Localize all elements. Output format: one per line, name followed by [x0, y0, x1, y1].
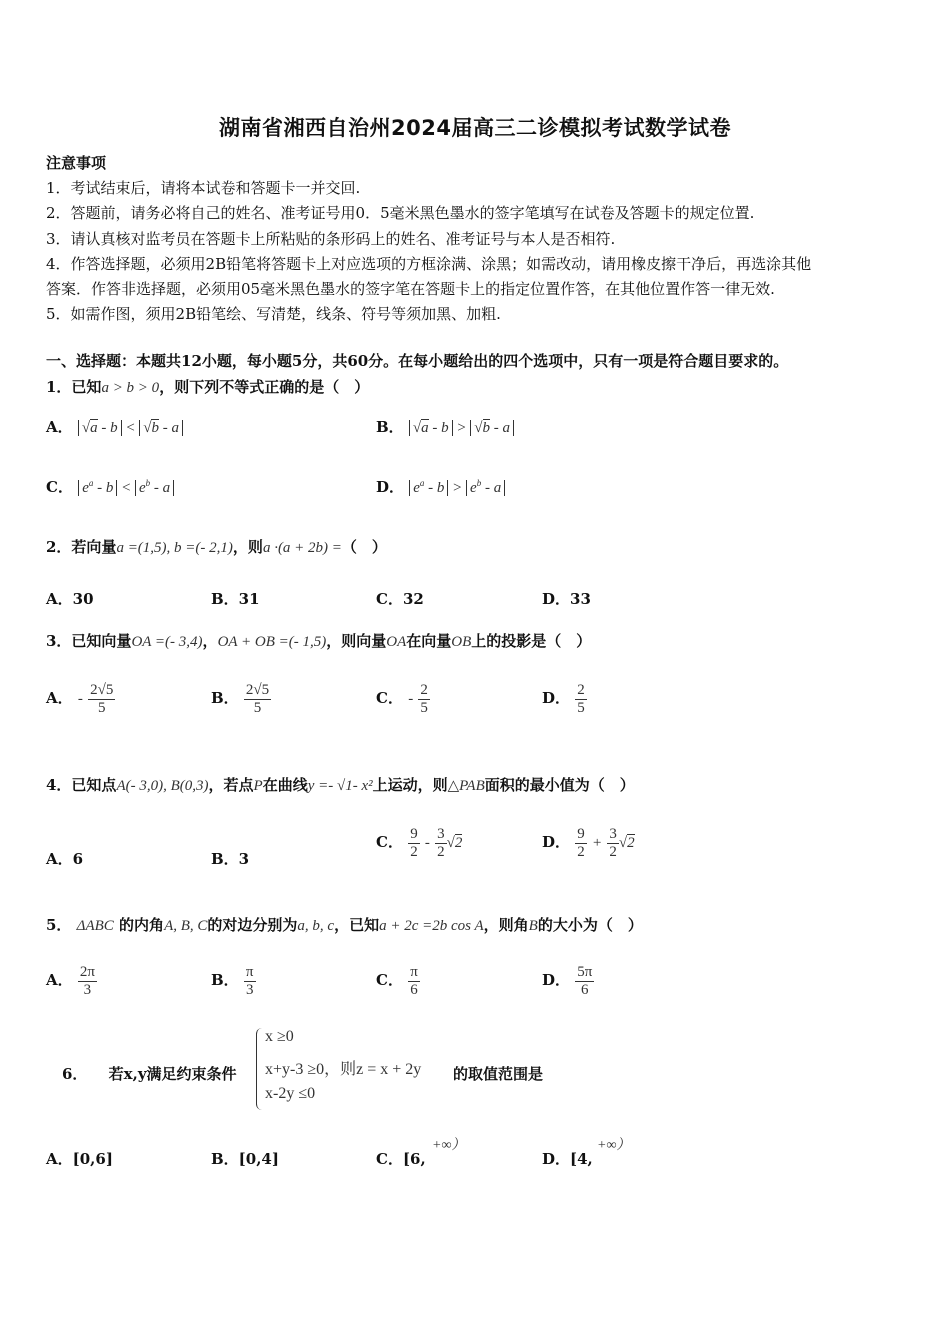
- option-label: B．: [211, 971, 239, 989]
- note-item: 4．作答选择题，必须用2B铅笔将答题卡上对应选项的方框涂满、涂黑；如需改动，请用橡皮擦干净后，再选涂其他: [46, 255, 812, 273]
- q1-suffix: ，则下列不等式正确的是（ ）: [159, 378, 370, 396]
- constraint-2: x+y-3 ≥0，则z = x + 2y: [265, 1061, 422, 1078]
- q4-mid-1: ，若点: [208, 776, 254, 794]
- math-expr: √a - b < √b - a: [78, 420, 183, 436]
- note-item: 3．请认真核对监考员在答题卡上所粘贴的条形码上的姓名、准考证号与本人是否相符.: [46, 230, 616, 248]
- option-label: D．: [376, 478, 405, 496]
- q3-ob: OB: [451, 634, 472, 650]
- q5-text-1: 的内角: [119, 916, 165, 934]
- option-label: C．: [376, 689, 403, 707]
- q4-option-c[interactable]: C． $\frac{9}{2}$ - $\frac{3}{2}$ √2: [376, 826, 463, 860]
- q5-option-a[interactable]: [46, 964, 97, 998]
- q4-mid-2: 在曲线: [262, 776, 308, 794]
- option-label: D．: [542, 689, 571, 707]
- q3-vector-2: OA + OB =(- 1,5): [217, 634, 327, 650]
- q1-option-c[interactable]: [46, 476, 174, 497]
- q4-points: A(- 3,0), B(0,3): [116, 778, 209, 794]
- q5-text-3: ，已知: [334, 916, 380, 934]
- q4-mid-3: 上运动，则: [372, 776, 448, 794]
- q3-oa: OA: [386, 634, 407, 650]
- q5-text-5: 的大小为（ ）: [537, 916, 643, 934]
- q3-prefix: 3．已知向量: [46, 632, 132, 650]
- q4-prefix: 4．已知点: [46, 776, 117, 794]
- q1-condition: a > b > 0: [101, 380, 160, 396]
- q3-option-b[interactable]: [211, 682, 271, 716]
- q4-option-d[interactable]: D． $\frac{9}{2}$ + $\frac{3}{2}$ √2: [542, 826, 635, 860]
- q3-option-d[interactable]: [542, 682, 587, 716]
- q2-expression: a ·(a + 2b) =: [262, 540, 342, 556]
- q6-number: 6．: [62, 1065, 88, 1083]
- q2-option-a[interactable]: A．30: [46, 590, 94, 608]
- q6-option-d-infinity: +∞）: [597, 1138, 631, 1153]
- q5-angles: A, B, C: [164, 918, 208, 934]
- q1-option-d[interactable]: [376, 476, 505, 497]
- q2-suffix: （ ）: [341, 538, 387, 556]
- option-label: C．: [376, 833, 403, 851]
- q5-option-d[interactable]: [542, 964, 594, 998]
- q5-option-b[interactable]: [211, 964, 256, 998]
- q2-prefix: 2．若向量: [46, 538, 117, 556]
- option-label: D．: [542, 833, 571, 851]
- option-label: A．: [46, 971, 73, 989]
- fraction: $\frac{2√5}{5}$: [90, 682, 114, 716]
- q5-text-4: ，则角: [483, 916, 529, 934]
- fraction: $\frac{3}{2}$: [437, 826, 445, 860]
- section-heading: 一、选择题：本题共12小题，每小题5分，共60分。在每小题给出的四个选项中，只有一项是符合题目要求的。: [46, 352, 789, 370]
- fraction: $\frac{5\pi}{6}$: [577, 964, 593, 998]
- q2-option-d[interactable]: D．33: [542, 590, 591, 608]
- q1-option-a[interactable]: [46, 416, 183, 437]
- math-expr: $e^a - b < e^b - a$: [78, 480, 174, 496]
- note-item: 5．如需作图，须用2B铅笔绘、写清楚，线条、符号等须加黑、加粗.: [46, 305, 501, 323]
- q3-comma: ，: [202, 632, 218, 650]
- page-title: 湖南省湘西自治州2024届高三二诊模拟考试数学试卷: [219, 116, 731, 140]
- fraction: $\frac{2}{5}$: [577, 682, 585, 716]
- constraint-3: x-2y ≤0: [265, 1085, 316, 1102]
- note-item: 1．考试结束后，请将本试卷和答题卡一并交回.: [46, 179, 361, 197]
- q4-triangle: △PAB: [447, 778, 485, 794]
- option-label: C．: [46, 478, 73, 496]
- constraint-system: [256, 1028, 447, 1110]
- option-label: C．: [376, 971, 403, 989]
- question-2: [46, 536, 387, 557]
- fraction: $\frac{3}{2}$: [609, 826, 617, 860]
- q6-suffix: 的取值范围是: [453, 1065, 544, 1083]
- question-4: [46, 774, 635, 795]
- fraction: $\frac{\pi}{6}$: [410, 964, 418, 998]
- q4-suffix: 面积的最小值为（ ）: [484, 776, 635, 794]
- option-label: B．: [211, 689, 239, 707]
- q2-option-b[interactable]: B．31: [211, 590, 260, 608]
- math-expr: $e^a - b > e^b - a$: [409, 480, 505, 496]
- q6-option-b[interactable]: B．[0,4]: [211, 1150, 279, 1168]
- q5-sides: a, b, c: [297, 918, 335, 934]
- note-item: 答案．作答非选择题，必须用05毫米黑色墨水的签字笔在答题卡上的指定位置作答，在其他位置作答一律无效.: [46, 280, 775, 298]
- q5-text-2: 的对边分别为: [207, 916, 298, 934]
- option-label: B．: [376, 418, 404, 436]
- question-5: [46, 914, 643, 935]
- option-label: A．: [46, 418, 73, 436]
- q1-prefix: 1．已知: [46, 378, 102, 396]
- q4-point-p: P: [253, 778, 263, 794]
- q5-option-c[interactable]: [376, 964, 420, 998]
- question-3: [46, 630, 591, 651]
- q5-triangle: ΔABC: [76, 918, 114, 934]
- question-1: [46, 376, 369, 397]
- fraction: $\frac{9}{2}$: [577, 826, 585, 860]
- option-label: D．: [542, 971, 571, 989]
- q4-option-b[interactable]: B．3: [211, 850, 250, 868]
- fraction: $\frac{2}{5}$: [420, 682, 428, 716]
- q3-option-a[interactable]: A． - $\frac{2√5}{5}$: [46, 682, 114, 716]
- q6-option-d[interactable]: D．[4,: [542, 1150, 593, 1168]
- fraction: $\frac{2\pi}{3}$: [79, 964, 95, 998]
- q4-option-a[interactable]: A．6: [46, 850, 84, 868]
- q1-option-b[interactable]: [376, 416, 514, 437]
- q4-curve: y =- √1- x²: [307, 778, 373, 794]
- constraint-1: x ≥0: [265, 1028, 294, 1045]
- q5-angle-b: B: [528, 918, 538, 934]
- q5-equation: a + 2c =2b cos A: [379, 918, 484, 934]
- q6-option-c[interactable]: C．[6,: [376, 1150, 426, 1168]
- q3-option-c[interactable]: C． - $\frac{2}{5}$: [376, 682, 428, 716]
- q3-mid-1: ，则向量: [326, 632, 387, 650]
- fraction: $\frac{2√5}{5}$: [245, 682, 270, 716]
- q3-suffix: 上的投影是（ ）: [471, 632, 592, 650]
- q5-number: 5．: [46, 916, 72, 934]
- q2-option-c[interactable]: C．32: [376, 590, 424, 608]
- notes-heading: 注意事项: [46, 154, 107, 172]
- question-6: [62, 1063, 237, 1084]
- option-label: A．: [46, 689, 73, 707]
- fraction: $\frac{9}{2}$: [410, 826, 418, 860]
- math-expr: √a - b > √b - a: [409, 420, 514, 436]
- q6-option-a[interactable]: A．[0,6]: [46, 1150, 113, 1168]
- q3-mid-2: 在向量: [406, 632, 452, 650]
- q6-text: 若x,y满足约束条件: [108, 1065, 237, 1083]
- q2-vectors: a =(1,5), b =(- 2,1): [116, 540, 233, 556]
- fraction: $\frac{\pi}{3}$: [245, 964, 254, 998]
- note-item: 2．答题前，请务必将自己的姓名、准考证号用0．5毫米黑色墨水的签字笔填写在试卷及答题卡的规定位置.: [46, 204, 755, 222]
- q2-mid: ，则: [232, 538, 263, 556]
- q3-vector-1: OA =(- 3,4): [131, 634, 203, 650]
- q6-option-c-infinity: +∞）: [432, 1138, 466, 1153]
